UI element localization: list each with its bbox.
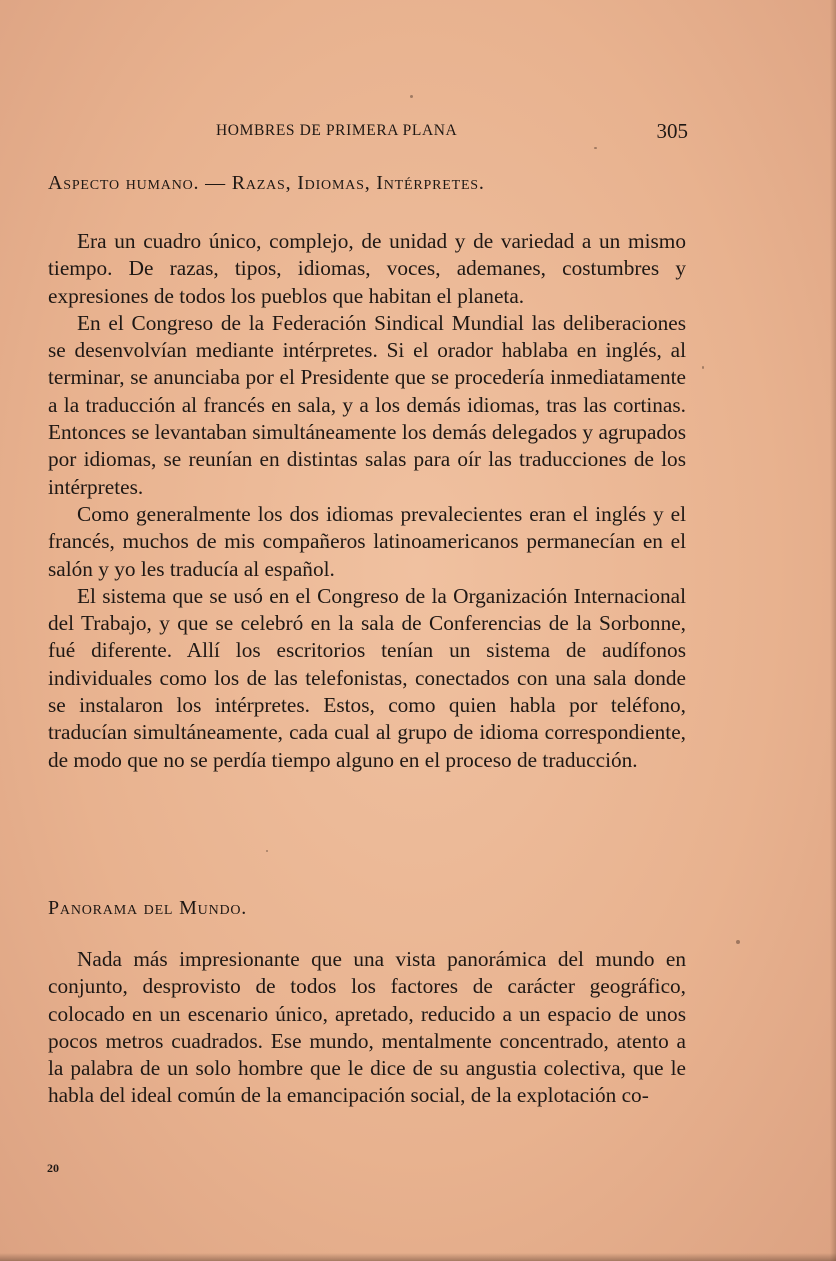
paragraph: Nada más impresionante que una vista panorámica del mundo en conjunto, desprovisto de todos los factores de carácter geográfico, colocado en un escenario único, apretado, reducido a un espacio de unos pocos metros cuadrados. Ese mundo, mentalmente concentrado, atento a la palabra de un solo hombre que le dice de su angustia colectiva, que le habla del ideal común de la emancipación social, de la explotación co-: [48, 947, 686, 1108]
page-edge-shadow-right: [830, 0, 836, 1261]
section-heading-aspecto-humano: Aspecto humano. — Razas, Idiomas, Intérpretes.: [48, 172, 485, 194]
paragraph: Era un cuadro único, complejo, de unidad y de variedad a un mismo tiempo. De razas, tipos, idiomas, voces, ademanes, costumbres y expresiones de todos los pueblos que habitan el planeta.: [48, 229, 686, 308]
page-number: 305: [656, 119, 688, 143]
section-heading-panorama-del-mundo: Panorama del Mundo.: [48, 897, 248, 919]
section-body-panorama-del-mundo: [48, 946, 686, 1110]
running-head: [48, 119, 688, 144]
paper-speck: [266, 850, 268, 852]
paragraph: El sistema que se usó en el Congreso de la Organización Internacional del Trabajo, y que se celebró en la sala de Conferencias de la Sorbonne, fué diferente. Allí los escritorios tenían un sistema de audífonos individuales como los de las telefonistas, conectados con una sala donde se instalaron los intérpretes. Estos, como quien habla por teléfono, traducían simultáneamente, cada cual al grupo de idioma correspondiente, de modo que no se perdía tiempo alguno en el proceso de traducción.: [48, 583, 686, 772]
page-edge-shadow-bottom: [0, 1253, 836, 1261]
section-body-aspecto-humano: [48, 228, 686, 774]
paragraph: Como generalmente los dos idiomas prevalecientes eran el inglés y el francés, muchos de mis compañeros latinoamericanos permanecían en el salón y yo les traducía al español.: [48, 501, 686, 581]
paper-speck: [594, 147, 597, 149]
running-title: HOMBRES DE PRIMERA PLANA: [216, 122, 458, 139]
paper-speck: [410, 95, 413, 98]
paper-speck: [702, 366, 704, 369]
printer-signature-mark: 20: [47, 1161, 59, 1175]
paragraph: En el Congreso de la Federación Sindical Mundial las deliberaciones se desenvolvían mediante intérpretes. Si el orador hablaba en inglés, al terminar, se anunciaba por el Presidente que se procedería inmediatamente a la traducción al francés en sala, y a los demás idiomas, tras las cortinas. Entonces se levantaban simultáneamente los demás delegados y agrupados por idiomas, se reunían en distintas salas para oír las traducciones de los intérpretes.: [48, 310, 686, 499]
paper-speck: [736, 940, 740, 944]
